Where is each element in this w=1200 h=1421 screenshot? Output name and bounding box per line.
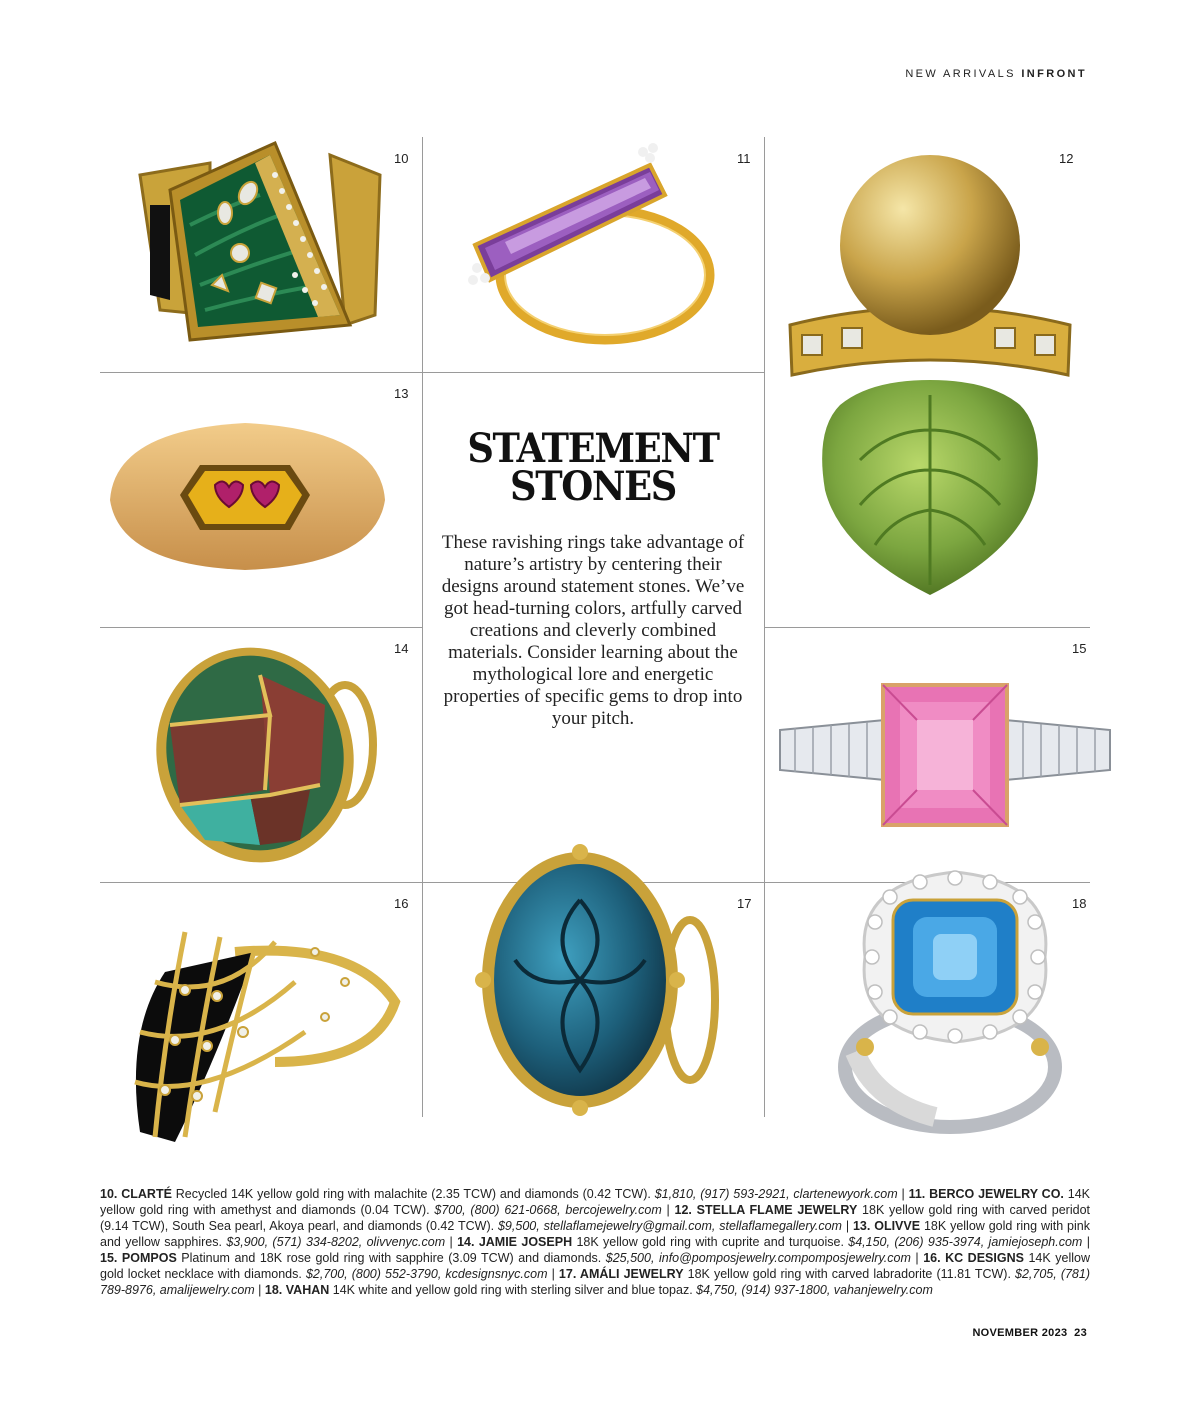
credit-brand: 10. CLARTÉ: [100, 1187, 172, 1201]
pink-sapphire-ring-image: [775, 670, 1115, 835]
item-number: 16: [394, 896, 409, 911]
credit-brand: 18. VAHAN: [264, 1283, 330, 1297]
malachite-ring-image: [130, 135, 390, 360]
credit-brand: 11. BERCO JEWELRY CO.: [908, 1187, 1064, 1201]
item-number: 17: [737, 896, 752, 911]
feature-intro-block: [440, 425, 746, 730]
feature-intro-text: These ravishing rings take advantage of nature’s artistry by centering their designs around statement stones. We’ve got head-turning colors, artfully carved creations and cleverly combined materials. Consider learning about the mythological lore and energetic properties of specific gems to drop into your pitch.: [441, 532, 745, 729]
credit-description: Recycled 14K yellow gold ring with malachite (2.35 TCW) and diamonds (0.42 TCW).: [171, 1187, 655, 1201]
page-footer: [972, 1327, 1087, 1339]
item-number: 15: [1072, 641, 1087, 656]
product-credits: [100, 1186, 1090, 1298]
credit-brand: 16. KC DESIGNS: [923, 1251, 1024, 1265]
credit-separator: |: [661, 1203, 675, 1217]
credit-description: 14K white and yellow gold ring with sterling silver and blue topaz.: [329, 1283, 697, 1297]
cage-locket-ring-image: [105, 912, 405, 1152]
item-number: 12: [1059, 151, 1074, 166]
grid-divider: [100, 372, 765, 373]
item-number: 18: [1072, 896, 1087, 911]
section-label: NEW ARRIVALS: [905, 68, 1016, 80]
credit-info: $700, (800) 621-0668, bercojewelry.com: [434, 1203, 662, 1217]
credit-brand: 17. AMÁLI JEWELRY: [558, 1267, 684, 1281]
page-number: 23: [1074, 1327, 1087, 1339]
credit-description: 14K yellow gold locket necklace with diamonds.: [100, 1251, 1090, 1281]
labradorite-ring-image: [475, 840, 735, 1120]
feature-title: [452, 425, 734, 510]
item-number: 11: [737, 151, 751, 166]
credit-separator: |: [445, 1235, 458, 1249]
credit-separator: |: [1082, 1235, 1090, 1249]
credit-separator: |: [254, 1283, 265, 1297]
credit-description: 18K yellow gold ring with pink and yellow sapphires.: [100, 1219, 1090, 1249]
credit-description: 18K yellow gold ring with carved peridot (9.14 TCW), South Sea pearl, Akoya pearl, and diamonds (0.42 TCW).: [100, 1203, 1091, 1233]
credit-brand: 15. POMPOS: [100, 1251, 177, 1265]
credit-separator: |: [547, 1267, 559, 1281]
grid-divider: [100, 627, 423, 628]
credit-description: 18K yellow gold ring with cuprite and turquoise.: [572, 1235, 849, 1249]
blue-topaz-ring-image: [835, 862, 1080, 1142]
credit-brand: 14. JAMIE JOSEPH: [457, 1235, 573, 1249]
credit-separator: |: [897, 1187, 909, 1201]
credit-description: 18K yellow gold ring with carved labradorite (11.81 TCW).: [683, 1267, 1016, 1281]
amethyst-ring-image: [455, 130, 725, 355]
feature-title-line2: STONES: [509, 463, 677, 510]
section-header: [905, 68, 1087, 80]
credit-description: Platinum and 18K rose gold ring with sapphire (3.09 TCW) and diamonds.: [176, 1251, 606, 1265]
credit-info: $9,500, stellaflamejewelry@gmail.com, stellaflamegallery.com: [497, 1219, 842, 1233]
credit-description: 14K yellow gold ring with amethyst and diamonds (0.04 TCW).: [100, 1187, 1091, 1217]
inlay-ring-image: [150, 645, 380, 870]
credit-info: $2,705, (781) 789-8976, amalijewelry.com: [100, 1267, 1090, 1297]
feature-title-line1: STATEMENT: [467, 425, 719, 472]
credit-separator: |: [841, 1219, 853, 1233]
credit-info: $2,700, (800) 552-3790, kcdesignsnyc.com: [305, 1267, 548, 1281]
issue-date: NOVEMBER 2023: [972, 1327, 1068, 1339]
credit-separator: |: [910, 1251, 924, 1265]
grid-divider: [764, 627, 1090, 628]
credit-info: $1,810, (917) 593-2921, clartenewyork.com: [654, 1187, 898, 1201]
item-number: 10: [394, 151, 409, 166]
brand-label: INFRONT: [1021, 68, 1087, 80]
credit-info: $4,750, (914) 937-1800, vahanjewelry.com: [696, 1283, 933, 1297]
credit-info: $3,900, (571) 334-8202, olivvenyc.com: [226, 1235, 446, 1249]
credit-info: $4,150, (206) 935-3974, jamiejoseph.com: [848, 1235, 1083, 1249]
item-number: 14: [394, 641, 409, 656]
heart-sapphire-ring-image: [105, 405, 390, 580]
pearl-peridot-ring-image: [780, 130, 1080, 605]
credit-brand: 12. STELLA FLAME JEWELRY: [674, 1203, 858, 1217]
credit-brand: 13. OLIVVE: [852, 1219, 921, 1233]
credit-info: $25,500, info@pomposjewelry.compomposjewelry.com: [605, 1251, 911, 1265]
item-number: 13: [394, 386, 409, 401]
